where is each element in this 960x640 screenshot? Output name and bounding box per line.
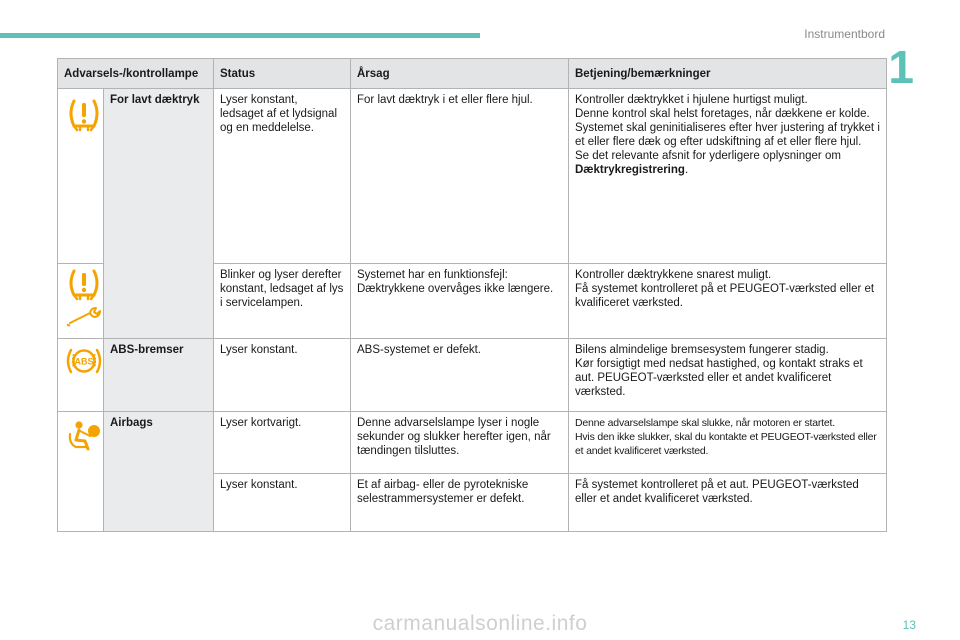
action-cell: Kontroller dæktrykkene snarest muligt. Få systemet kontrolleret på et PEUGEOT-værksted eller et kvalificeret værksted. <box>569 264 887 339</box>
abs-icon <box>64 343 104 379</box>
action-text: Kontroller dæktrykket i hjulene hurtigst muligt. Denne kontrol skal helst foretages, når dækkene er kolde. Systemet skal geninitialiseres efter hver justering af trykket i et eller flere dæk og efter udskiftning af et eller flere hjul. Se det relevante afsnit for yderligere oplysninger om <box>575 94 880 162</box>
table-row <box>58 339 887 412</box>
lamp-name-tyre-pressure: For lavt dæktryk <box>104 89 214 339</box>
wrench-service-icon <box>64 306 104 328</box>
action-cell: Kontroller dæktrykket i hjulene hurtigst muligt. Denne kontrol skal helst foretages, når dækkene er kolde. Systemet skal geninitialiseres efter hver justering af trykket i et eller flere dæk og efter udskiftning af et eller flere hjul. Se det relevante afsnit for yderligere oplysninger om Dæktrykregistrering. <box>569 89 887 264</box>
chapter-number: 1 <box>888 41 914 93</box>
tyre-pressure-warning-icon <box>64 93 104 133</box>
action-term: Dæktrykregistrering <box>575 164 685 176</box>
status-cell: Lyser konstant. <box>214 339 351 412</box>
table-header-row <box>58 59 887 89</box>
page-number: 13 <box>902 618 916 632</box>
tyre-pressure-icon <box>64 268 104 302</box>
column-header-lamp: Advarsels-/kontrollampe <box>58 59 214 89</box>
icon-cell <box>58 264 104 339</box>
cause-cell: For lavt dæktryk i et eller flere hjul. <box>351 89 569 264</box>
icon-cell <box>58 89 104 264</box>
status-cell: Lyser konstant, ledsaget af et lydsignal og en meddelelse. <box>214 89 351 264</box>
action-cell: Denne advarselslampe skal slukke, når motoren er startet. Hvis den ikke slukker, skal du kontakte et PEUGEOT-værksted eller et andet kvalificeret værksted. <box>569 412 887 474</box>
column-header-cause: Årsag <box>351 59 569 89</box>
action-cell: Bilens almindelige bremsesystem fungerer stadig. Kør forsigtigt med nedsat hastighed, og kontakt straks et aut. PEUGEOT-værksted eller et andet kvalificeret værksted. <box>569 339 887 412</box>
cause-cell: Denne advarselslampe lyser i nogle sekunder og slukker herefter igen, når tændingen tilsluttes. <box>351 412 569 474</box>
table-row <box>58 89 887 264</box>
status-cell: Blinker og lyser derefter konstant, ledsaget af lys i servicelampen. <box>214 264 351 339</box>
icon-cell <box>58 412 104 532</box>
header-accent-bar <box>0 33 480 38</box>
table-row <box>58 412 887 474</box>
status-cell: Lyser kortvarigt. <box>214 412 351 474</box>
svg-text:ABS: ABS <box>74 356 94 367</box>
status-cell: Lyser konstant. <box>214 474 351 532</box>
warning-lamps-table <box>57 58 887 532</box>
lamp-name-abs: ABS-bremser <box>104 339 214 412</box>
icon-cell <box>58 339 104 412</box>
airbag-icon <box>64 416 104 454</box>
watermark: carmanualsonline.info <box>372 612 588 635</box>
cause-cell: Systemet har en funktionsfejl: Dæktrykkene overvåges ikke længere. <box>351 264 569 339</box>
column-header-action: Betjening/bemærkninger <box>569 59 887 89</box>
column-header-status: Status <box>214 59 351 89</box>
section-title: Instrumentbord <box>804 27 885 41</box>
lamp-name-airbags: Airbags <box>104 412 214 532</box>
cause-cell: Et af airbag- eller de pyrotekniske selestrammersystemer er defekt. <box>351 474 569 532</box>
cause-cell: ABS-systemet er defekt. <box>351 339 569 412</box>
action-cell: Få systemet kontrolleret på et aut. PEUGEOT-værksted eller et andet kvalificeret værksted. <box>569 474 887 532</box>
